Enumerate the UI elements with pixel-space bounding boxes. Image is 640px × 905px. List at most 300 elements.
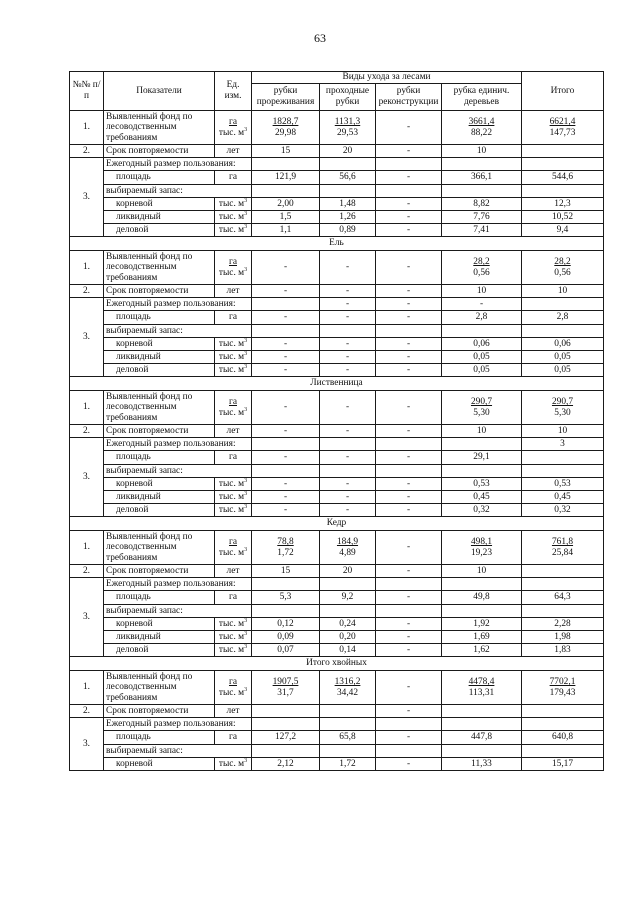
value-cell — [442, 578, 522, 591]
value-cell — [376, 158, 442, 171]
value-cell: 5,3 — [252, 591, 320, 605]
value-cell: 10 — [442, 145, 522, 158]
value-cell: - — [376, 298, 442, 311]
value-cell: 0,20 — [320, 631, 376, 644]
header-indicators: Показатели — [104, 72, 215, 111]
row-num: 2. — [70, 145, 104, 158]
value-cell: 0,89 — [320, 224, 376, 237]
value-cell: 0,32 — [442, 504, 522, 517]
table-row — [70, 311, 604, 325]
value-cell: 761,8 25,84 — [522, 531, 604, 565]
value-cell: 8,82 — [442, 198, 522, 211]
value-cell: 0,05 — [442, 364, 522, 377]
row-label: корневой — [104, 338, 215, 351]
value-cell: 2,8 — [442, 311, 522, 325]
value-cell: 640,8 — [522, 731, 604, 745]
value-cell: - — [320, 391, 376, 425]
table-row — [70, 718, 604, 731]
value-cell: 1,69 — [442, 631, 522, 644]
section-title: Лиственница — [70, 377, 604, 391]
value-cell: 0,32 — [522, 504, 604, 517]
value-cell: 10 — [522, 285, 604, 298]
value-cell — [376, 438, 442, 451]
unit-cell: лет — [215, 145, 252, 158]
row-label: площадь — [104, 171, 215, 185]
unit-cell: га — [215, 451, 252, 465]
value-cell — [252, 718, 320, 731]
value-cell: 7,41 — [442, 224, 522, 237]
value-cell: - — [376, 478, 442, 491]
value-cell: - — [376, 338, 442, 351]
value-cell: 1,62 — [442, 644, 522, 657]
value-cell: - — [320, 364, 376, 377]
table-row — [70, 451, 604, 465]
row-label: Срок повторяемости — [104, 705, 215, 718]
value-cell — [522, 158, 604, 171]
table-row — [70, 364, 604, 377]
value-cell: 1,5 — [252, 211, 320, 224]
unit-cell: лет — [215, 565, 252, 578]
value-cell: - — [376, 145, 442, 158]
table-row — [70, 145, 604, 158]
value-cell: - — [376, 731, 442, 745]
table-row — [70, 504, 604, 517]
row-label: Ежегодный размер пользования: — [104, 158, 252, 171]
section-title: Ель — [70, 237, 604, 251]
value-cell: - — [376, 618, 442, 631]
value-cell: 0,05 — [522, 364, 604, 377]
value-cell — [522, 578, 604, 591]
value-cell — [252, 298, 320, 311]
value-cell — [522, 298, 604, 311]
value-cell: 11,33 — [442, 758, 522, 771]
unit-cell: тыс. $м^3$ — [215, 338, 252, 351]
table-row — [70, 705, 604, 718]
value-cell: - — [376, 425, 442, 438]
unit-cell: лет — [215, 425, 252, 438]
value-cell: 10 — [442, 565, 522, 578]
page-number: 63 — [314, 31, 326, 45]
section-title: Итого хвойных — [70, 657, 604, 671]
value-cell: - — [252, 425, 320, 438]
table-row — [70, 531, 604, 565]
value-cell: 1,98 — [522, 631, 604, 644]
value-cell: 28,2 0,56 — [522, 251, 604, 285]
row-num: 1. — [70, 251, 104, 285]
unit-cell: тыс. $м^3$ — [215, 504, 252, 517]
header-total: Итого — [522, 72, 604, 111]
value-cell — [252, 578, 320, 591]
header-c4: рубка единич. деревьев — [442, 84, 522, 111]
row-label: Срок повторяемости — [104, 565, 215, 578]
value-cell: 2,00 — [252, 198, 320, 211]
value-cell: 1316,2 34,42 — [320, 671, 376, 705]
value-cell: 1,92 — [442, 618, 522, 631]
value-cell: 20 — [320, 565, 376, 578]
row-num: 2. — [70, 425, 104, 438]
table-row — [70, 211, 604, 224]
value-cell: - — [376, 364, 442, 377]
value-cell: 78,8 1,72 — [252, 531, 320, 565]
value-cell — [320, 578, 376, 591]
row-num: 1. — [70, 671, 104, 705]
row-label: корневой — [104, 198, 215, 211]
value-cell — [522, 451, 604, 465]
value-cell: 49,8 — [442, 591, 522, 605]
row-label: деловой — [104, 224, 215, 237]
value-cell — [522, 718, 604, 731]
value-cell: - — [376, 491, 442, 504]
table-row — [70, 758, 604, 771]
row-label: корневой — [104, 478, 215, 491]
value-cell: - — [376, 111, 442, 145]
row-label: Выявленный фонд по лесоводственным требованиям — [104, 391, 215, 425]
row-num: 2. — [70, 285, 104, 298]
row-label: деловой — [104, 364, 215, 377]
value-cell: - — [252, 364, 320, 377]
header-c1: рубки прореживания — [252, 84, 320, 111]
value-cell: 2,28 — [522, 618, 604, 631]
row-label: площадь — [104, 451, 215, 465]
value-cell: - — [376, 451, 442, 465]
value-cell — [376, 718, 442, 731]
header-unit: Ед. изм. — [215, 72, 252, 111]
value-cell: 366,1 — [442, 171, 522, 185]
value-cell: 121,9 — [252, 171, 320, 185]
value-cell: 1907,5 31,7 — [252, 671, 320, 705]
table-row — [70, 425, 604, 438]
value-cell: - — [320, 251, 376, 285]
row-num: 3. — [70, 298, 104, 377]
table-row — [70, 224, 604, 237]
value-cell: - — [252, 338, 320, 351]
value-cell — [252, 438, 320, 451]
value-cell — [442, 718, 522, 731]
value-cell — [320, 158, 376, 171]
unit-cell: лет — [215, 285, 252, 298]
value-cell: - — [376, 504, 442, 517]
row-label: ликвидный — [104, 351, 215, 364]
value-cell: 290,7 5,30 — [442, 391, 522, 425]
unit-cell: тыс. $м^3$ — [215, 364, 252, 377]
value-cell: - — [376, 631, 442, 644]
value-cell: - — [376, 198, 442, 211]
value-cell: - — [320, 351, 376, 364]
unit-cell: га тыс. $м^3$ — [215, 391, 252, 425]
table-row — [70, 565, 604, 578]
section-title: Кедр — [70, 517, 604, 531]
table-row — [70, 491, 604, 504]
value-cell: - — [320, 311, 376, 325]
value-cell: 15,17 — [522, 758, 604, 771]
value-cell — [442, 705, 522, 718]
value-cell: 28,2 0,56 — [442, 251, 522, 285]
value-cell: - — [320, 285, 376, 298]
value-cell: 447,8 — [442, 731, 522, 745]
table-body — [70, 111, 604, 771]
value-cell: - — [376, 705, 442, 718]
value-cell: - — [376, 224, 442, 237]
value-cell: - — [376, 311, 442, 325]
value-cell: - — [320, 478, 376, 491]
row-label: площадь — [104, 731, 215, 745]
value-cell: 1,72 — [320, 758, 376, 771]
value-cell: 1,48 — [320, 198, 376, 211]
unit-cell: тыс. $м^3$ — [215, 644, 252, 657]
value-cell: 290,7 5,30 — [522, 391, 604, 425]
value-cell — [522, 145, 604, 158]
value-cell: 544,6 — [522, 171, 604, 185]
value-cell: - — [320, 491, 376, 504]
unit-cell: лет — [215, 705, 252, 718]
unit-cell: тыс. $м^3$ — [215, 351, 252, 364]
row-label: деловой — [104, 644, 215, 657]
value-cell: - — [376, 591, 442, 605]
value-cell: 0,06 — [442, 338, 522, 351]
table-row — [70, 731, 604, 745]
value-cell: 10 — [442, 285, 522, 298]
value-cell: 127,2 — [252, 731, 320, 745]
value-cell: 56,6 — [320, 171, 376, 185]
unit-cell: тыс. $м^3$ — [215, 478, 252, 491]
value-cell: - — [320, 338, 376, 351]
row-label: Ежегодный размер пользования: — [104, 718, 252, 731]
value-cell: 9,2 — [320, 591, 376, 605]
value-cell: - — [252, 251, 320, 285]
value-cell: 1,83 — [522, 644, 604, 657]
value-cell — [320, 705, 376, 718]
header-c3: рубки реконструкции — [376, 84, 442, 111]
value-cell — [442, 438, 522, 451]
table-row — [70, 745, 604, 758]
value-cell: 1131,3 29,53 — [320, 111, 376, 145]
value-cell: 4478,4 113,31 — [442, 671, 522, 705]
unit-cell: тыс. $м^3$ — [215, 618, 252, 631]
row-num: 2. — [70, 705, 104, 718]
value-cell — [442, 158, 522, 171]
row-label: Ежегодный размер пользования: — [104, 298, 252, 311]
table-row — [70, 465, 604, 478]
value-cell: 12,3 — [522, 198, 604, 211]
value-cell: - — [376, 251, 442, 285]
table-row — [70, 251, 604, 285]
value-cell: 7702,1 179,43 — [522, 671, 604, 705]
value-cell: - — [252, 478, 320, 491]
value-cell: 0,14 — [320, 644, 376, 657]
row-label: Выявленный фонд по лесоводственным требованиям — [104, 671, 215, 705]
row-label: Выявленный фонд по лесоводственным требованиям — [104, 111, 215, 145]
value-cell: 2,8 — [522, 311, 604, 325]
value-cell: - — [376, 211, 442, 224]
table-row — [70, 591, 604, 605]
row-label: Выявленный фонд по лесоводственным требованиям — [104, 531, 215, 565]
row-label: Выявленный фонд по лесоводственным требованиям — [104, 251, 215, 285]
value-cell: 0,24 — [320, 618, 376, 631]
table-row — [70, 671, 604, 705]
row-label: выбираемый запас: — [104, 465, 252, 478]
table-row — [70, 171, 604, 185]
value-cell: 6621,4 147,73 — [522, 111, 604, 145]
row-num: 3. — [70, 718, 104, 771]
value-cell: 15 — [252, 145, 320, 158]
unit-cell: га — [215, 171, 252, 185]
value-cell: 0,53 — [442, 478, 522, 491]
value-cell: 0,05 — [442, 351, 522, 364]
table-row — [70, 391, 604, 425]
value-cell — [522, 705, 604, 718]
unit-cell: тыс. $м^3$ — [215, 198, 252, 211]
row-label: выбираемый запас: — [104, 605, 252, 618]
unit-cell: га — [215, 311, 252, 325]
unit-cell: га тыс. $м^3$ — [215, 251, 252, 285]
value-cell: 0,12 — [252, 618, 320, 631]
row-label: ликвидный — [104, 211, 215, 224]
value-cell — [252, 158, 320, 171]
value-cell: 184,9 4,89 — [320, 531, 376, 565]
unit-cell: га тыс. $м^3$ — [215, 111, 252, 145]
value-cell: 0,07 — [252, 644, 320, 657]
row-label: площадь — [104, 591, 215, 605]
table-row — [70, 644, 604, 657]
value-cell: 9,4 — [522, 224, 604, 237]
value-cell: 15 — [252, 565, 320, 578]
unit-cell: га тыс. $м^3$ — [215, 671, 252, 705]
value-cell: 1828,7 29,98 — [252, 111, 320, 145]
table-row — [70, 338, 604, 351]
value-cell: 2,12 — [252, 758, 320, 771]
row-num: 1. — [70, 111, 104, 145]
row-label: корневой — [104, 618, 215, 631]
header-num: №№ п/п — [70, 72, 104, 111]
value-cell: - — [376, 171, 442, 185]
value-cell — [252, 705, 320, 718]
header-c2: проходные рубки — [320, 84, 376, 111]
value-cell: - — [320, 451, 376, 465]
value-cell: - — [376, 644, 442, 657]
table-row — [70, 618, 604, 631]
value-cell: 0,05 — [522, 351, 604, 364]
table-row — [70, 158, 604, 171]
value-cell: 0,45 — [442, 491, 522, 504]
value-cell: - — [376, 285, 442, 298]
value-cell: - — [252, 451, 320, 465]
value-cell — [376, 578, 442, 591]
value-cell: 7,76 — [442, 211, 522, 224]
value-cell: 10,52 — [522, 211, 604, 224]
value-cell: 0,45 — [522, 491, 604, 504]
unit-cell: га — [215, 591, 252, 605]
row-num: 3. — [70, 578, 104, 657]
value-cell: 10 — [522, 425, 604, 438]
value-cell: - — [252, 391, 320, 425]
value-cell: 498,1 19,23 — [442, 531, 522, 565]
value-cell: - — [376, 758, 442, 771]
row-label: ликвидный — [104, 631, 215, 644]
value-cell: - — [442, 298, 522, 311]
table-row — [70, 631, 604, 644]
value-cell: - — [252, 351, 320, 364]
value-cell: - — [320, 298, 376, 311]
table-row — [70, 438, 604, 451]
value-cell: 3661,4 88,22 — [442, 111, 522, 145]
row-label: площадь — [104, 311, 215, 325]
value-cell: 3 — [522, 438, 604, 451]
unit-cell: га — [215, 731, 252, 745]
value-cell — [320, 438, 376, 451]
table-row — [70, 185, 604, 198]
value-cell: - — [376, 671, 442, 705]
value-cell: 10 — [442, 425, 522, 438]
row-label: выбираемый запас: — [104, 325, 252, 338]
value-cell: - — [376, 531, 442, 565]
row-label: Ежегодный размер пользования: — [104, 438, 252, 451]
value-cell: - — [252, 311, 320, 325]
value-cell: 29,1 — [442, 451, 522, 465]
value-cell: 0,06 — [522, 338, 604, 351]
table-row — [70, 298, 604, 311]
row-num: 1. — [70, 531, 104, 565]
value-cell — [522, 565, 604, 578]
table-row — [70, 325, 604, 338]
value-cell: - — [376, 391, 442, 425]
row-label: Срок повторяемости — [104, 425, 215, 438]
row-num: 1. — [70, 391, 104, 425]
value-cell: - — [252, 504, 320, 517]
table-row — [70, 478, 604, 491]
table-row — [70, 285, 604, 298]
row-label: деловой — [104, 504, 215, 517]
table-row — [70, 605, 604, 618]
unit-cell: тыс. $м^3$ — [215, 224, 252, 237]
forest-care-table — [69, 71, 604, 771]
table-row — [70, 198, 604, 211]
row-num: 3. — [70, 158, 104, 237]
row-label: Срок повторяемости — [104, 285, 215, 298]
row-label: выбираемый запас: — [104, 745, 252, 758]
row-label: выбираемый запас: — [104, 185, 252, 198]
value-cell: 1,26 — [320, 211, 376, 224]
unit-cell: тыс. $м^3$ — [215, 491, 252, 504]
value-cell: 0,09 — [252, 631, 320, 644]
table-row — [70, 111, 604, 145]
row-label: Срок повторяемости — [104, 145, 215, 158]
value-cell: - — [320, 425, 376, 438]
row-num: 3. — [70, 438, 104, 517]
value-cell: - — [320, 504, 376, 517]
value-cell: 64,3 — [522, 591, 604, 605]
table-row — [70, 351, 604, 364]
value-cell: - — [376, 351, 442, 364]
row-num: 2. — [70, 565, 104, 578]
unit-cell: га тыс. $м^3$ — [215, 531, 252, 565]
unit-cell: тыс. $м^3$ — [215, 758, 252, 771]
header-group: Виды ухода за лесами — [252, 72, 522, 84]
value-cell — [320, 718, 376, 731]
row-label: ликвидный — [104, 491, 215, 504]
value-cell: - — [252, 491, 320, 504]
value-cell: 0,53 — [522, 478, 604, 491]
value-cell: 65,8 — [320, 731, 376, 745]
unit-cell: тыс. $м^3$ — [215, 211, 252, 224]
value-cell: 20 — [320, 145, 376, 158]
table-row — [70, 578, 604, 591]
value-cell: 1,1 — [252, 224, 320, 237]
value-cell: - — [252, 285, 320, 298]
row-label: Ежегодный размер пользования: — [104, 578, 252, 591]
value-cell: - — [376, 565, 442, 578]
unit-cell: тыс. $м^3$ — [215, 631, 252, 644]
row-label: корневой — [104, 758, 215, 771]
